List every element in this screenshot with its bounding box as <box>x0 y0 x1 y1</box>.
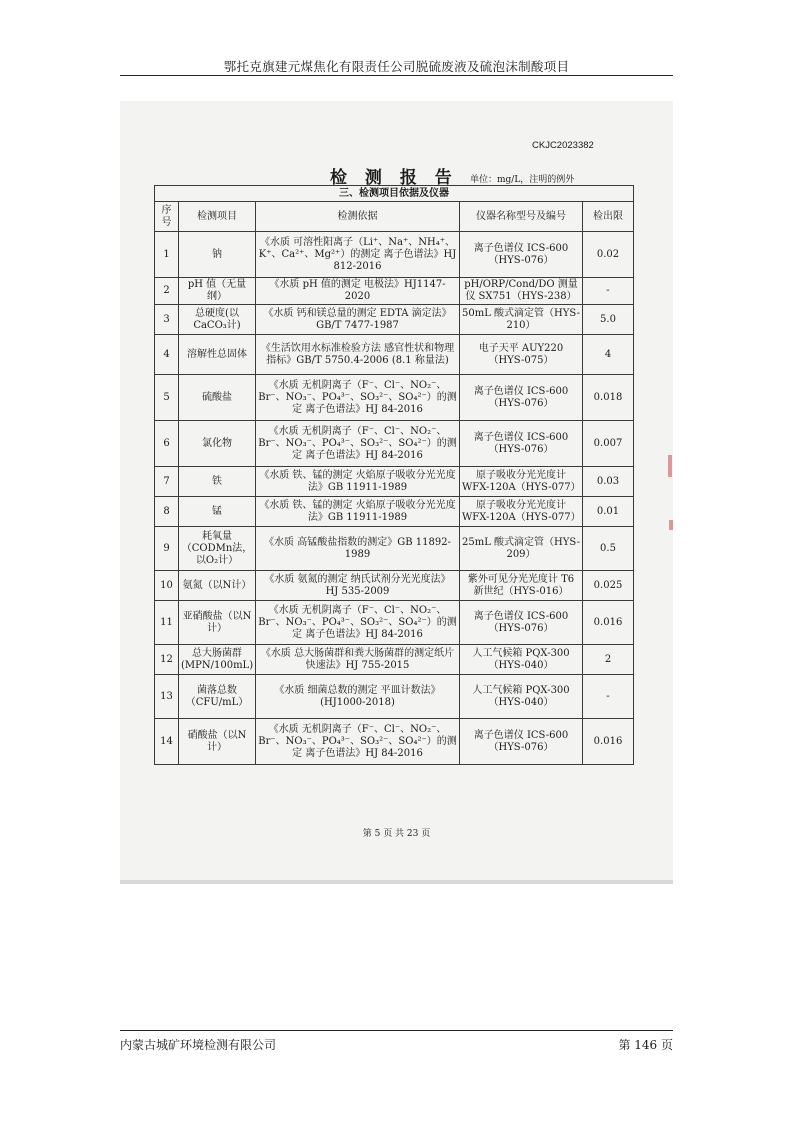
scan-bottom-edge <box>120 880 673 884</box>
cell-no: 5 <box>155 375 179 421</box>
cell-item: 硫酸盐 <box>179 375 256 421</box>
cell-basis: 《水质 总大肠菌群和粪大肠菌群的测定纸片快速法》HJ 755-2015 <box>256 645 460 675</box>
cell-limit: 2 <box>583 645 634 675</box>
cell-item: 锰 <box>179 497 256 527</box>
cell-no: 2 <box>155 278 179 305</box>
cell-no: 11 <box>155 601 179 645</box>
cell-item: 钠 <box>179 232 256 278</box>
cell-limit: - <box>583 278 634 305</box>
col-header-limit: 检出限 <box>583 202 634 232</box>
cell-instrument: 人工气候箱 PQX-300（HYS-040） <box>460 645 583 675</box>
cell-no: 14 <box>155 719 179 765</box>
cell-no: 9 <box>155 527 179 571</box>
cell-instrument: 紫外可见分光光度计 T6 新世纪（HYS-016） <box>460 571 583 601</box>
table-row <box>155 232 634 278</box>
cell-limit: 0.025 <box>583 571 634 601</box>
cell-basis: 《水质 pH 值的测定 电极法》HJ1147-2020 <box>256 278 460 305</box>
cell-item: 耗氧量（CODMn法，以O₂计） <box>179 527 256 571</box>
cell-basis: 《水质 氨氮的测定 纳氏试剂分光光度法》HJ 535-2009 <box>256 571 460 601</box>
cell-limit: 0.016 <box>583 719 634 765</box>
document-header-title: 鄂托克旗建元煤焦化有限责任公司脱硫废液及硫泡沫制酸项目 <box>223 59 570 74</box>
footer-divider <box>120 1030 673 1031</box>
table-row <box>155 467 634 497</box>
unit-note: 单位：mg/L，注明的例外 <box>470 175 575 185</box>
cell-instrument: 离子色谱仪 ICS-600（HYS-076） <box>460 232 583 278</box>
footer-company: 内蒙古城矿环境检测有限公司 <box>120 1038 277 1052</box>
cell-instrument: 原子吸收分光光度计 WFX-120A（HYS-077） <box>460 497 583 527</box>
table-section-row <box>155 186 634 202</box>
cell-basis: 《水质 高锰酸盐指数的测定》GB 11892-1989 <box>256 527 460 571</box>
cell-item: 铁 <box>179 467 256 497</box>
cell-item: 氯化物 <box>179 421 256 467</box>
cell-basis: 《水质 无机阴离子（F⁻、Cl⁻、NO₂⁻、Br⁻、NO₃⁻、PO₄³⁻、SO₃²⁻、SO₄²⁻）的测定 离子色谱法》HJ 84-2016 <box>256 421 460 467</box>
cell-basis: 《生活饮用水标准检验方法 感官性状和物理指标》GB/T 5750.4-2006 (8.1 称量法) <box>256 335 460 375</box>
cell-limit: - <box>583 675 634 719</box>
table-row <box>155 527 634 571</box>
header-divider <box>120 75 673 76</box>
cell-item: 总硬度(以CaCO₃计) <box>179 305 256 335</box>
col-header-no: 序号 <box>155 202 179 232</box>
cell-instrument: 25mL 酸式滴定管（HYS-209） <box>460 527 583 571</box>
cell-limit: 0.03 <box>583 467 634 497</box>
test-basis-table <box>154 185 634 765</box>
table-row <box>155 278 634 305</box>
cell-item: 亚硝酸盐（以N计） <box>179 601 256 645</box>
cell-limit: 5.0 <box>583 305 634 335</box>
cell-basis: 《水质 无机阴离子（F⁻、Cl⁻、NO₂⁻、Br⁻、NO₃⁻、PO₄³⁻、SO₃²⁻、SO₄²⁻）的测定 离子色谱法》HJ 84-2016 <box>256 719 460 765</box>
cell-limit: 0.018 <box>583 375 634 421</box>
cell-basis: 《水质 可溶性阳离子（Li⁺、Na⁺、NH₄⁺、K⁺、Ca²⁺、Mg²⁺）的测定 离子色谱法》HJ 812-2016 <box>256 232 460 278</box>
section-title: 三、检测项目依据及仪器 <box>155 186 634 202</box>
cell-no: 4 <box>155 335 179 375</box>
report-number: CKJC2023382 <box>532 140 594 151</box>
table-row <box>155 675 634 719</box>
cell-instrument: 电子天平 AUY220（HYS-075） <box>460 335 583 375</box>
cell-limit: 0.5 <box>583 527 634 571</box>
cell-item: 氨氮（以N计） <box>179 571 256 601</box>
cell-no: 13 <box>155 675 179 719</box>
cell-item: pH 值（无量纲） <box>179 278 256 305</box>
footer-page: 第 146 页 <box>618 1038 673 1052</box>
cell-instrument: 50mL 酸式滴定管（HYS-210） <box>460 305 583 335</box>
col-header-basis: 检测依据 <box>256 202 460 232</box>
table-row <box>155 421 634 467</box>
cell-item: 溶解性总固体 <box>179 335 256 375</box>
col-header-item: 检测项目 <box>179 202 256 232</box>
cell-no: 12 <box>155 645 179 675</box>
cell-no: 7 <box>155 467 179 497</box>
cell-item: 硝酸盐（以N计） <box>179 719 256 765</box>
cell-limit: 0.01 <box>583 497 634 527</box>
col-header-instrument: 仪器名称型号及编号 <box>460 202 583 232</box>
cell-basis: 《水质 铁、锰的测定 火焰原子吸收分光光度法》GB 11911-1989 <box>256 467 460 497</box>
cell-basis: 《水质 细菌总数的测定 平皿计数法》(HJ1000-2018) <box>256 675 460 719</box>
table-row <box>155 719 634 765</box>
cell-item: 总大肠菌群(MPN/100mL) <box>179 645 256 675</box>
table-row <box>155 497 634 527</box>
seam-stamp-mark <box>669 520 673 530</box>
cell-instrument: 离子色谱仪 ICS-600（HYS-076） <box>460 719 583 765</box>
cell-instrument: 离子色谱仪 ICS-600（HYS-076） <box>460 421 583 467</box>
cell-basis: 《水质 无机阴离子（F⁻、Cl⁻、NO₂⁻、Br⁻、NO₃⁻、PO₄³⁻、SO₃²⁻、SO₄²⁻）的测定 离子色谱法》HJ 84-2016 <box>256 601 460 645</box>
table-row <box>155 601 634 645</box>
cell-no: 10 <box>155 571 179 601</box>
cell-basis: 《水质 钙和镁总量的测定 EDTA 滴定法》GB/T 7477-1987 <box>256 305 460 335</box>
cell-limit: 0.007 <box>583 421 634 467</box>
cell-limit: 0.02 <box>583 232 634 278</box>
table-header-row <box>155 202 634 232</box>
cell-item: 菌落总数（CFU/mL） <box>179 675 256 719</box>
cell-basis: 《水质 无机阴离子（F⁻、Cl⁻、NO₂⁻、Br⁻、NO₃⁻、PO₄³⁻、SO₃²⁻、SO₄²⁻）的测定 离子色谱法》HJ 84-2016 <box>256 375 460 421</box>
cell-instrument: 人工气候箱 PQX-300（HYS-040） <box>460 675 583 719</box>
table-row <box>155 305 634 335</box>
cell-basis: 《水质 铁、锰的测定 火焰原子吸收分光光度法》GB 11911-1989 <box>256 497 460 527</box>
table-row <box>155 571 634 601</box>
report-title: 检 测 报 告 <box>330 168 458 188</box>
table-row <box>155 375 634 421</box>
cell-no: 6 <box>155 421 179 467</box>
table-row <box>155 645 634 675</box>
cell-instrument: 原子吸收分光光度计 WFX-120A（HYS-077） <box>460 467 583 497</box>
cell-limit: 0.016 <box>583 601 634 645</box>
cell-instrument: 离子色谱仪 ICS-600（HYS-076） <box>460 375 583 421</box>
cell-no: 1 <box>155 232 179 278</box>
cell-no: 8 <box>155 497 179 527</box>
cell-limit: 4 <box>583 335 634 375</box>
seam-stamp-mark <box>668 455 672 477</box>
cell-no: 3 <box>155 305 179 335</box>
cell-instrument: pH/ORP/Cond/DO 测量仪 SX751（HYS-238） <box>460 278 583 305</box>
table-row <box>155 335 634 375</box>
cell-instrument: 离子色谱仪 ICS-600（HYS-076） <box>460 601 583 645</box>
report-page-number: 第 5 页 共 23 页 <box>362 829 431 839</box>
